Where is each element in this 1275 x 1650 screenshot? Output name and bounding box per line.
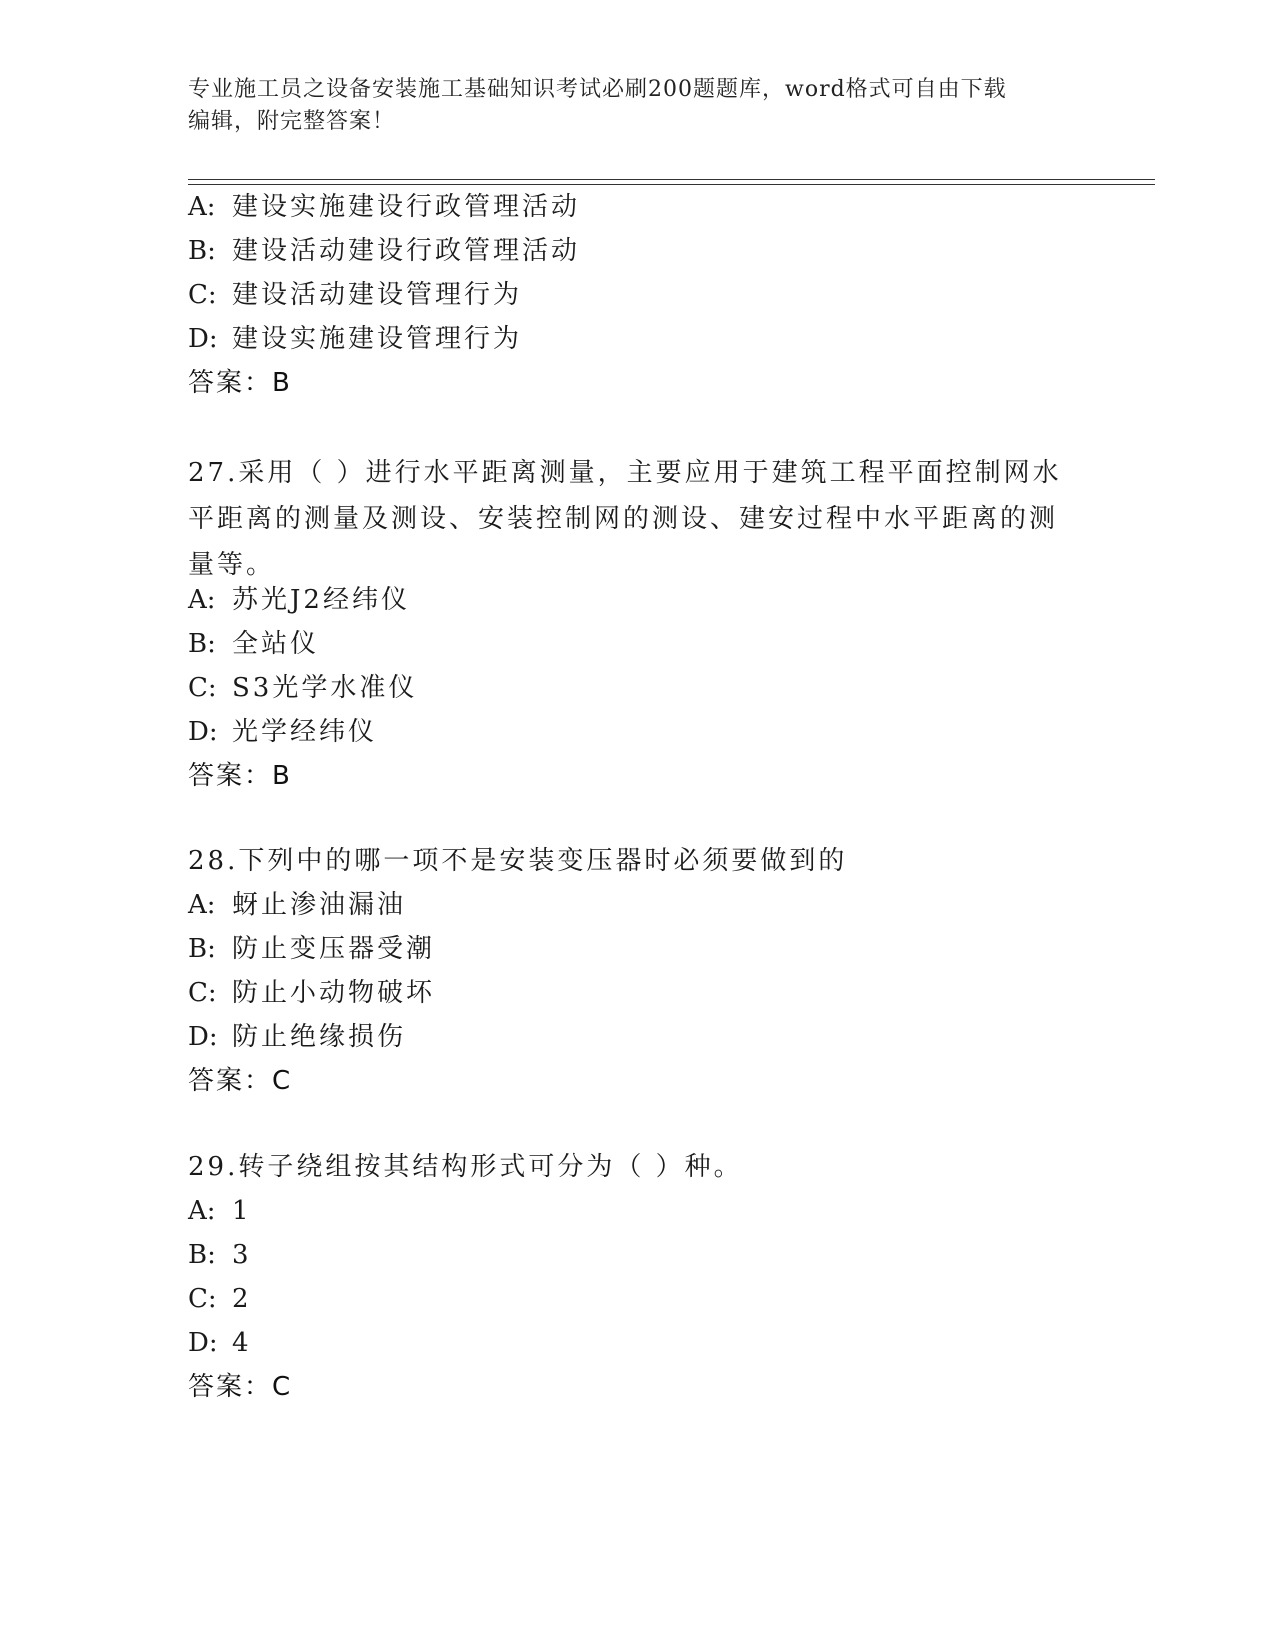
q29-option-b [188,1240,252,1270]
option-text: 全站仪 [232,629,320,659]
option-label: B: [188,236,216,266]
option-text: 蚜止渗油漏油 [232,890,407,920]
q27-answer: 答案：B [188,761,292,791]
option-text: 2 [232,1284,252,1314]
option-text: 3 [232,1240,252,1270]
option-text: 建设实施建设管理行为 [232,324,523,354]
q29-option-a [188,1196,252,1226]
q28-option-c [188,978,435,1008]
document-header [188,74,1078,138]
option-text: 防止变压器受潮 [232,934,436,964]
option-text: 4 [232,1328,252,1358]
q29-answer: 答案：C [188,1372,293,1402]
option-label: B: [188,1240,216,1270]
q27-question-line-1: 27.采用（ ）进行水平距离测量，主要应用于建筑工程平面控制网水 [188,458,1062,488]
q27-option-c [188,673,417,703]
q26-answer: 答案：B [188,368,292,398]
q27-question-line-3: 量等。 [188,550,276,580]
q28-question: 28.下列中的哪一项不是安装变压器时必须要做到的 [188,846,848,876]
option-label: A: [188,585,216,615]
option-label: D: [188,1022,218,1052]
option-text: 光学经纬仪 [232,717,378,747]
option-label: A: [188,1196,216,1226]
q26-option-c [188,280,522,310]
option-label: A: [188,890,216,920]
q28-option-a [188,890,406,920]
option-label: D: [188,1328,218,1358]
q26-option-a [188,192,580,222]
q26-option-d [188,324,522,354]
header-rule-bottom [188,184,1155,185]
option-label: C: [188,673,217,703]
q27-option-d [188,717,377,747]
q27-question-line-2: 平距离的测量及测设、安装控制网的测设、建安过程中水平距离的测 [188,504,1059,534]
option-label: A: [188,192,216,222]
header-rule-top [188,179,1155,180]
q29-option-d [188,1328,252,1358]
option-label: C: [188,280,217,310]
option-text: 建设实施建设行政管理活动 [232,192,581,222]
option-text: 建设活动建设行政管理活动 [232,236,581,266]
option-label: B: [188,629,216,659]
q29-option-c [188,1284,252,1314]
option-text: 防止小动物破坏 [232,978,436,1008]
option-text: 苏光J2经纬仪 [232,585,410,615]
option-text: S3光学水准仪 [232,673,418,703]
option-label: D: [188,717,218,747]
q28-answer: 答案：C [188,1066,293,1096]
option-label: D: [188,324,218,354]
q26-option-b [188,236,580,266]
option-text: 防止绝缘损伤 [232,1022,407,1052]
option-label: C: [188,978,217,1008]
q28-option-d [188,1022,406,1052]
q27-question [188,450,1068,588]
option-label: C: [188,1284,217,1314]
q27-option-a [188,585,410,615]
q28-option-b [188,934,435,964]
option-text: 建设活动建设管理行为 [232,280,523,310]
header-line-1: 专业施工员之设备安装施工基础知识考试必刷200题题库，word格式可自由下载 [188,77,1007,102]
option-label: B: [188,934,216,964]
q29-question: 29.转子绕组按其结构形式可分为（ ）种。 [188,1152,743,1182]
q27-option-b [188,629,319,659]
option-text: 1 [232,1196,252,1226]
header-line-2: 编辑，附完整答案！ [188,109,396,134]
